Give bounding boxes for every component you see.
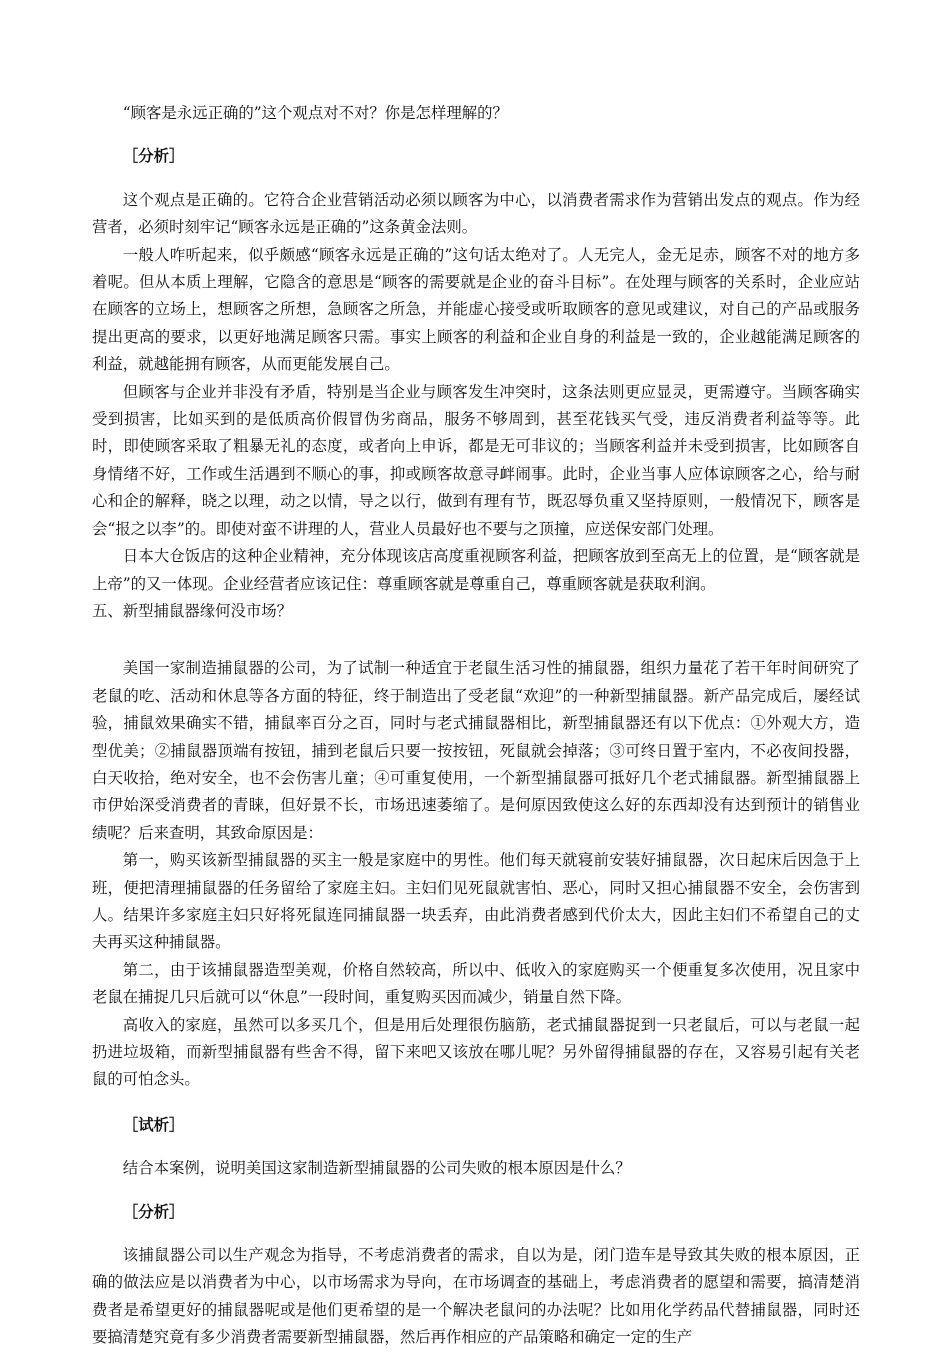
paragraph-6: 第一，购买该新型捕鼠器的买主一般是家庭中的男性。他们每天就寝前安装好捕鼠器，次日起床后因急于上班，便把清理捕鼠器的任务留给了家庭主妇。主妇们见死鼠就害怕、恶心，同时又担心捕鼠器不安全，会伤害到人。结果许多家庭主妇只好将死鼠连同捕鼠器一块丢弃，由此消费者感到代价太大，因此主妇们不希望自己的丈夫再买这种捕鼠器。 — [92, 851, 860, 952]
question-1: “顾客是永远正确的”这个观点对不对？你是怎样理解的？ — [122, 104, 508, 122]
spacer — [92, 171, 860, 187]
paragraph-8: 高收入的家庭，虽然可以多买几个，但是用后处理很伤脑筋，老式捕鼠器捉到一只老鼠后，可以与老鼠一起扔进垃圾箱，而新型捕鼠器有些舍不得，留下来吧又该放在哪儿呢？另外留得捕鼠器的存在，又容易引起有关老鼠的可怕念头。 — [92, 1015, 860, 1089]
spacer — [92, 1183, 860, 1199]
paragraph-9: 该捕鼠器公司以生产观念为指导，不考虑消费者的需求，自以为是，闭门造车是导致其失败的根本原因，正确的做法应是以消费者为中心，以市场需求为导向，在市场调查的基础上，考虑消费者的愿望和需要，搞清楚消费者是希望更好的捕鼠器呢或是他们更希望的是一个解决老鼠问的办法呢？比如用化学药品代替捕鼠器，同时还要搞清楚究竟有多少消费者需要新型捕鼠器，然后再作相应的产品策略和确定一定的生产 — [92, 1246, 860, 1347]
heading-trial: ［试析］ — [122, 1115, 185, 1134]
paragraph-3: 但顾客与企业并非没有矛盾，特别是当企业与顾客发生冲突时，这条法则更应显灵，更需遵守。当顾客确实受到损害，比如买到的是低质高价假冒伪劣商品，服务不够周到，甚至花钱买气受，违反消费者利益等等。此时，即使顾客采取了粗暴无礼的态度，或者向上申诉，都是无可非议的；当顾客利益并未受到损害，比如顾客自身情绪不好，工作或生活遇到不顺心的事，抑或顾客故意寻衅闹事。此时，企业当事人应体谅顾客之心，给与耐心和企的解释，晓之以理，动之以情，导之以行，做到有理有节，既忍辱负重又坚持原则，一般情况下，顾客是会“报之以李”的。即使对蛮不讲理的人，营业人员最好也不要与之顶撞，应送保安部门处理。 — [92, 382, 860, 538]
section-5-title: 五、新型捕鼠器缘何没市场？ — [92, 601, 293, 620]
paragraph-7: 第二，由于该捕鼠器造型美观，价格自然较高，所以中、低收入的家庭购买一个便重复多次使用，况且家中老鼠在捕捉几只后就可以“休息”一段时间，重复购买因而减少，销量自然下降。 — [92, 960, 860, 1007]
heading-analysis-2: ［分析］ — [122, 1202, 185, 1221]
document-body — [92, 100, 860, 1352]
spacer — [92, 1094, 860, 1112]
paragraph-4: 日本大仓饭店的这种企业精神，充分体现该店高度重视顾客利益，把顾客放到至高无上的位置，是“顾客就是上帝”的又一体现。企业经营者应该记住：尊重顾客就是尊重自己，尊重顾客就是获取利润。 — [92, 547, 860, 593]
paragraph-1: 这个观点是正确的。它符合企业营销活动必须以顾客为中心，以消费者需求作为营销出发点的观点。作为经营者，必须时刻牢记“顾客永远是正确的”这条黄金法则。 — [92, 190, 860, 237]
heading-analysis-1: ［分析］ — [122, 147, 185, 166]
paragraph-2: 一般人咋听起来，似乎颇感“顾客永远是正确的”这句话太绝对了。人无完人，金无足赤，顾客不对的地方多着呢。但从本质上理解，它隐含的意思是“顾客的需要就是企业的奋斗目标”。在处理与顾客的关系时，企业应站在顾客的立场上，想顾客之所想，急顾客之所急，并能虚心接受或听取顾客的意见或建议，对自己的产品或服务提出更高的要求，以更好地满足顾客只需。事实上顾客的利益和企业自身的利益是一致的，企业越能满足顾客的利益，就越能拥有顾客，从而更能发展自己。 — [92, 245, 860, 374]
spacer — [92, 625, 860, 655]
spacer — [92, 1226, 860, 1242]
spacer — [92, 127, 860, 143]
paragraph-5: 美国一家制造捕鼠器的公司，为了试制一种适宜于老鼠生活习性的捕鼠器，组织力量花了若干年时间研究了老鼠的吃、活动和休息等各方面的特征，终于制造出了受老鼠“欢迎”的一种新型捕鼠器。新产品完成后，屡经试验，捕鼠效果确实不错，捕鼠率百分之百，同时与老式捕鼠器相比，新型捕鼠器还有以下优点：①外观大方，造型优美；②捕鼠器顶端有按钮，捕到老鼠后只要一按按钮，死鼠就会掉落；③可终日置于室内，不必夜间投器，白天收拾，绝对安全，也不会伤害儿童；④可重复使用，一个新型捕鼠器可抵好几个老式捕鼠器。新型捕鼠器上市伊始深受消费者的青睐，但好景不长，市场迅速萎缩了。是何原因致使这么好的东西却没有达到预计的销售业绩呢？后来查明，其致命原因是： — [92, 659, 860, 842]
spacer — [92, 1139, 860, 1155]
question-2: 结合本案例，说明美国这家制造新型捕鼠器的公司失败的根本原因是什么？ — [122, 1159, 631, 1178]
